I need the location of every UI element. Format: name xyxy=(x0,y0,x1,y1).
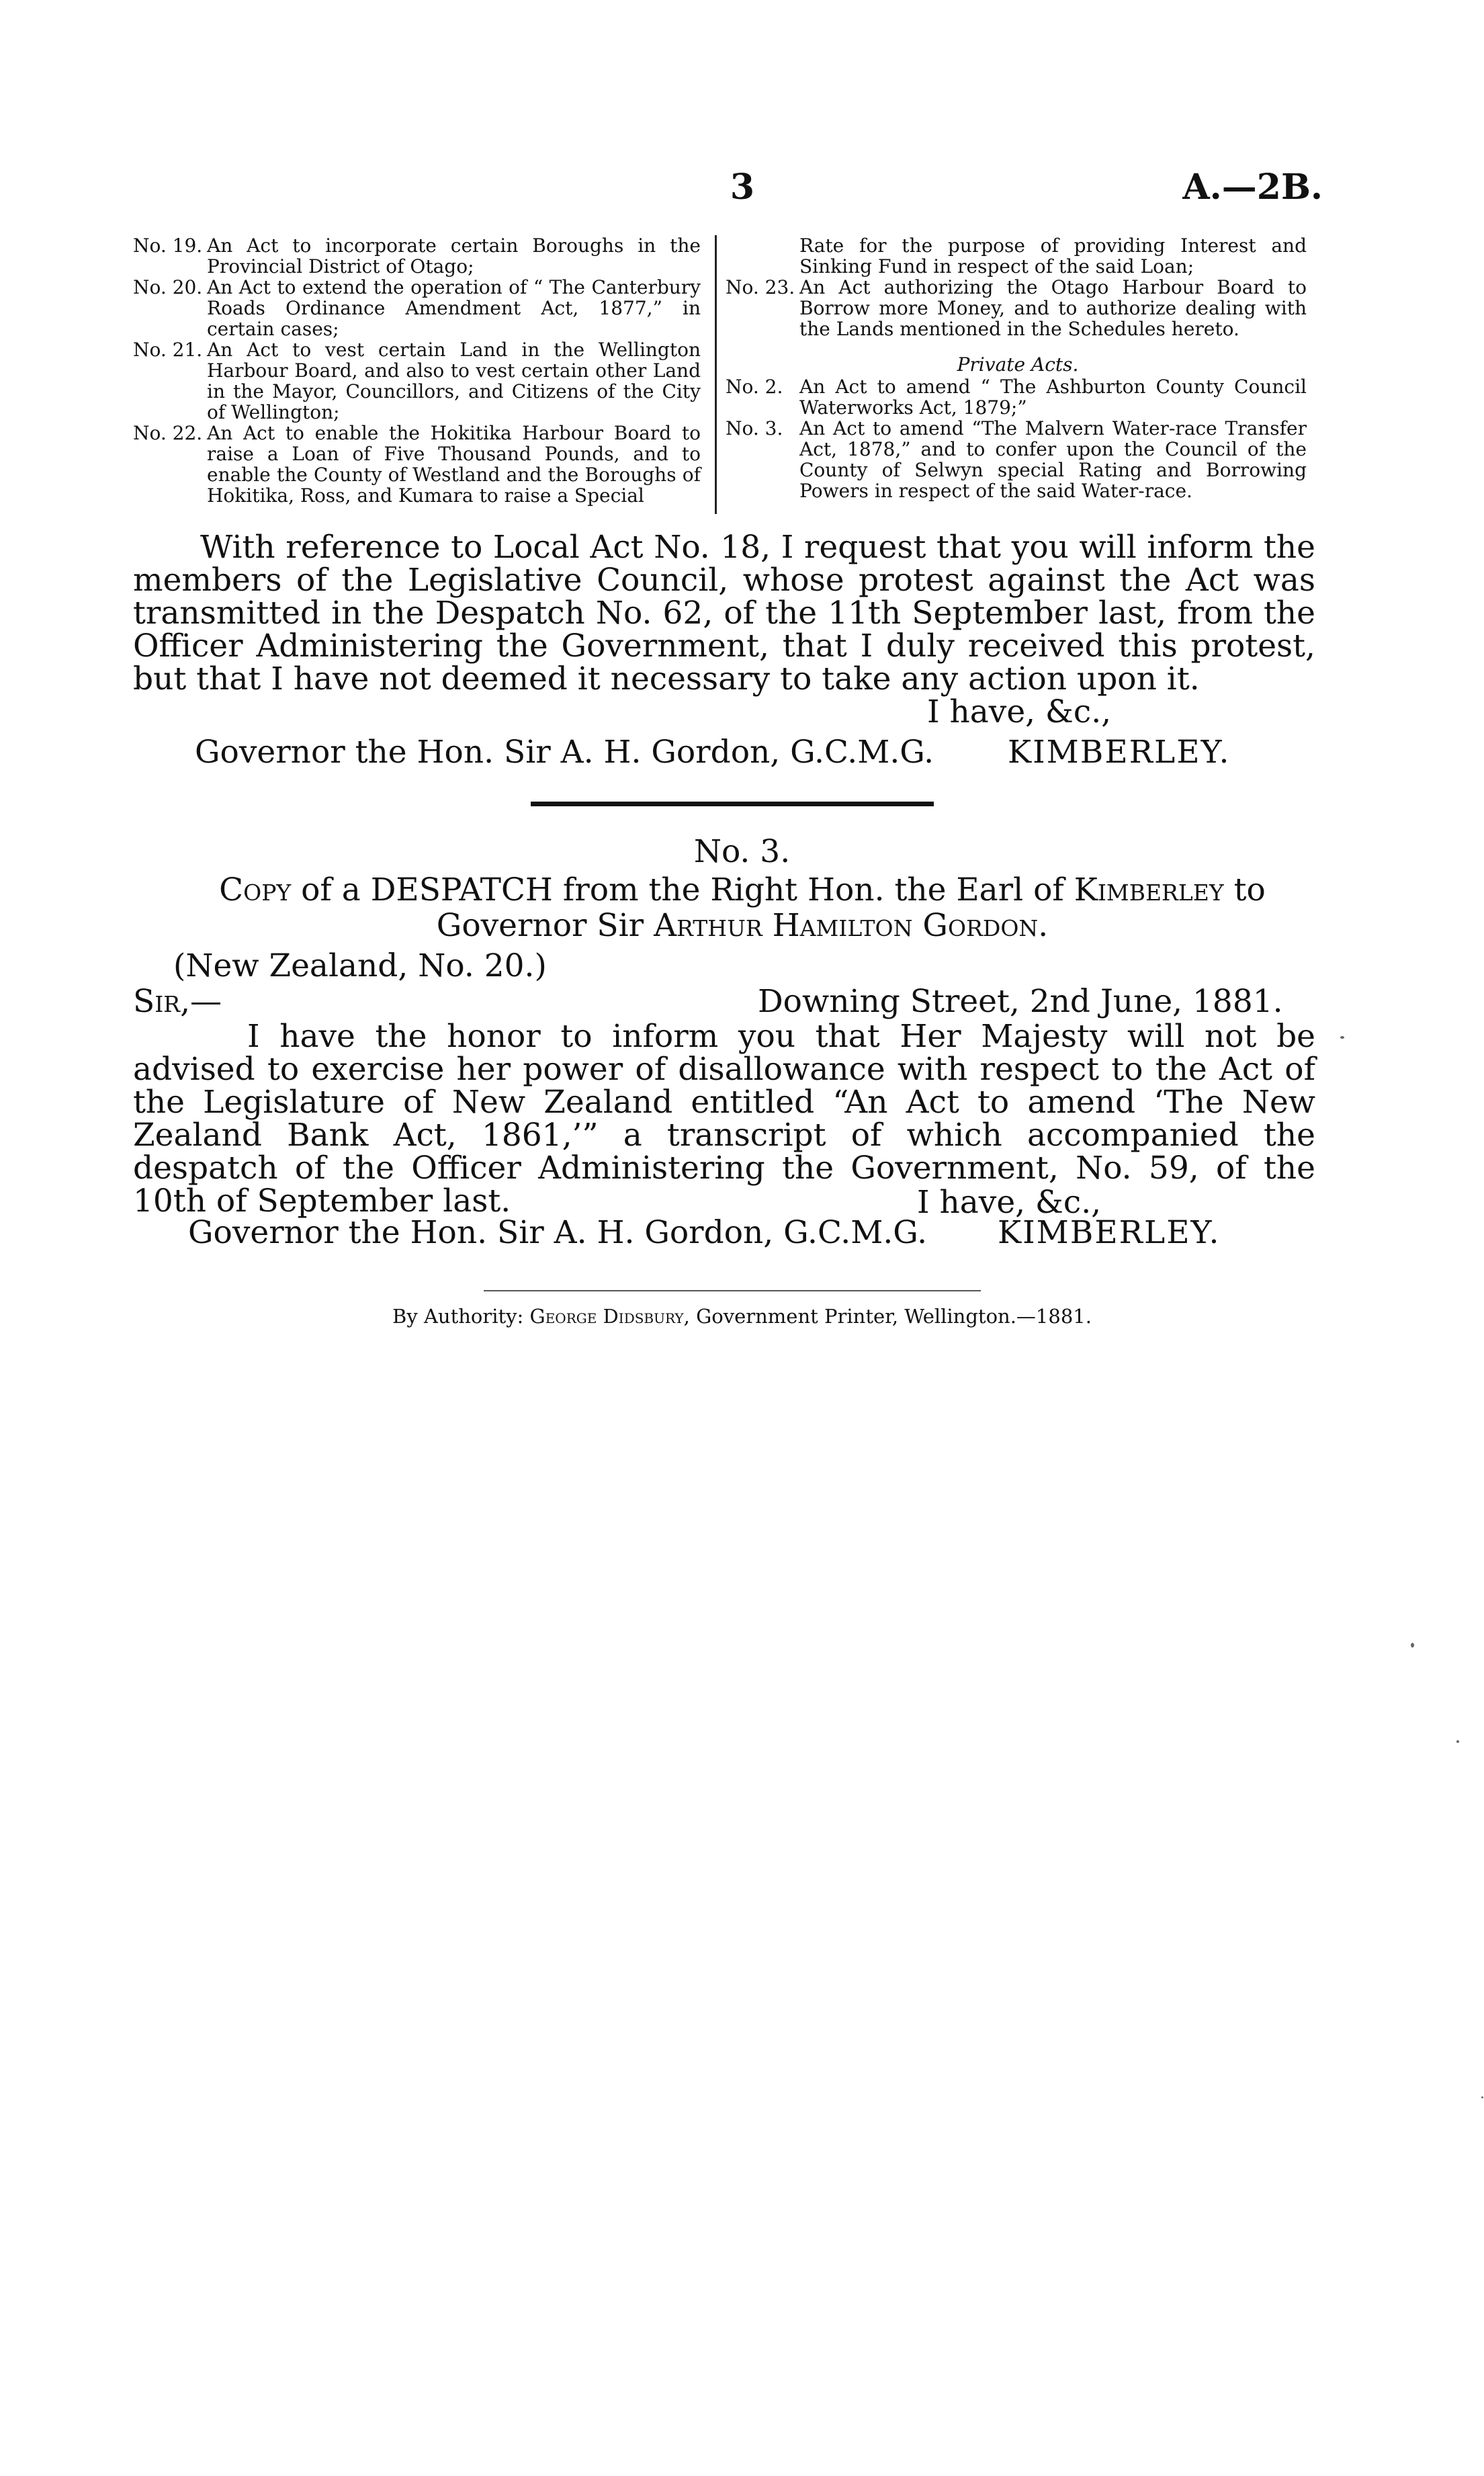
act-title: An Act to extend the operation of “ The Canterbury Roads Ordinance Amendment Act, 1877,” in certain cases; xyxy=(207,276,701,340)
act-number: No. 23. xyxy=(726,276,795,298)
column-divider xyxy=(715,235,717,514)
title-end: . xyxy=(1038,907,1049,944)
title-governor-name: Arthur Hamilton Gordon xyxy=(654,907,1039,944)
despatch-reference: (New Zealand, No. 20.) xyxy=(173,947,547,984)
title-text: of a DESPATCH from the Right Hon. the Earl of xyxy=(291,871,1074,908)
act-entry xyxy=(133,235,705,277)
signature: KIMBERLEY. xyxy=(998,1214,1221,1251)
title-earl-name: Kimberley xyxy=(1074,871,1224,908)
act-continuation: Rate for the purpose of providing Interest and Sinking Fund in respect of the said Loan; xyxy=(799,234,1307,278)
act-number: No. 22. xyxy=(133,422,203,444)
act-number: No. 21. xyxy=(133,339,203,361)
page-number: 3 xyxy=(730,167,755,208)
scan-speck xyxy=(1340,1036,1344,1039)
addressee: Governor the Hon. Sir A. H. Gordon, G.C.M.G. xyxy=(195,734,934,771)
local-acts-left-column xyxy=(133,235,705,506)
imprint-prefix: By Authority: xyxy=(392,1305,530,1328)
act-number: No. 20. xyxy=(133,276,203,298)
dateline: Downing Street, 2nd June, 1881. xyxy=(758,983,1283,1020)
act-entry xyxy=(726,418,1310,501)
act-title: An Act to enable the Hokitika Harbour Board to raise a Loan of Five Thousand Pounds, and to enable the County of Westland and the Boroughs of Hokitika, Ross, and Kumara to raise a Special xyxy=(207,422,701,507)
title-text: to Governor Sir xyxy=(436,871,1266,944)
act-entry xyxy=(133,277,705,339)
act-title: An Act to amend “ The Ashburton County Council Waterworks Act, 1879;” xyxy=(799,376,1307,419)
despatch-number: No. 3. xyxy=(693,833,791,870)
document-code: A.—2B. xyxy=(1182,167,1323,208)
act-number: No. 3. xyxy=(726,417,783,439)
private-acts-heading: Private Acts. xyxy=(957,353,1079,376)
scan-speck xyxy=(1456,1740,1459,1743)
scan-speck xyxy=(1481,2096,1483,2098)
closing-phrase: I have, &c., xyxy=(927,693,1112,730)
act-entry xyxy=(133,423,705,506)
imprint-rule xyxy=(484,1290,981,1291)
act-title: An Act to amend “The Malvern Water-race Transfer Act, 1878,” and to confer upon the Council of the County of Selwyn special Rating and Borrowing Powers in respect of the said Water-race. xyxy=(799,417,1307,502)
despatch-title xyxy=(161,872,1323,943)
scan-speck xyxy=(1411,1643,1414,1648)
body-paragraph: I have the honor to inform you that Her Majesty will not be advised to exercise her power of disallowance with respect to the Act of the Legislature of New Zealand entitled “An Act to amend ‘The New Zealand Bank Act, 1861,’” a transcript of which accompanied the despatch of the Officer Administering the Government, No. 59, of the 10th of September last. xyxy=(133,1018,1315,1220)
local-acts-right-column xyxy=(726,235,1310,501)
salutation: Sir,— xyxy=(133,983,222,1020)
act-title: An Act authorizing the Otago Harbour Board to Borrow more Money, and to authorize dealing with the Lands mentioned in the Schedules hereto. xyxy=(799,276,1307,340)
act-entry xyxy=(133,339,705,423)
act-title: An Act to vest certain Land in the Wellington Harbour Board, and also to vest certain other Land in the Mayor, Councillors, and Citizens of the City of Wellington; xyxy=(207,339,701,423)
imprint-suffix: , Government Printer, Wellington.—1881. xyxy=(683,1305,1092,1328)
act-entry xyxy=(726,277,1310,339)
addressee: Governor the Hon. Sir A. H. Gordon, G.C.M.G. xyxy=(188,1214,928,1251)
act-number: No. 19. xyxy=(133,234,203,257)
section-rule xyxy=(531,802,934,806)
act-number: No. 2. xyxy=(726,376,783,398)
act-entry xyxy=(726,376,1310,418)
body-paragraph: With reference to Local Act No. 18, I request that you will inform the members of the Legislative Council, whose protest against the Act was transmitted in the Despatch No. 62, of the 11th September last, from the Officer Administering the Government, that I duly received this protest, but that I have not deemed it necessary to take any action upon it. xyxy=(133,529,1315,697)
act-title: An Act to incorporate certain Boroughs in the Provincial District of Otago; xyxy=(207,234,701,278)
imprint-printer: George Didsbury xyxy=(529,1305,684,1328)
closing-phrase: I have, &c., xyxy=(917,1184,1102,1221)
title-copy: Copy xyxy=(219,871,292,908)
signature: KIMBERLEY. xyxy=(1008,734,1231,771)
printer-imprint xyxy=(0,1305,1484,1328)
